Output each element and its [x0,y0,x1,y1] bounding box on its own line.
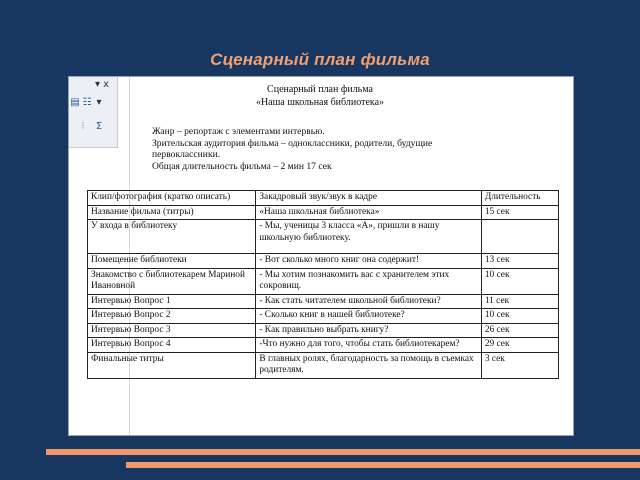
document-screenshot [68,76,574,436]
duration-cell: 10 сек [481,309,558,324]
duration-cell: 15 сек [481,205,558,220]
table-header-row [88,191,559,206]
panel-close-icon[interactable]: ▾ x [94,79,110,90]
table-row [88,268,559,294]
duration-cell: 26 сек [481,323,558,338]
sound-cell: В главных ролях, благодарность за помощь в съемках родителям. [256,352,481,378]
duration-cell: 3 сек [481,352,558,378]
clip-cell: Знакомство с библиотекарем Мариной Ивановной [88,268,256,294]
accent-bar-upper [46,449,640,455]
column-header-clip: Клип/фотография (кратко описать) [88,191,256,206]
list-icon[interactable]: ☷ [82,97,92,108]
sigma-icon[interactable]: Σ [95,121,103,132]
duration-cell: 13 сек [481,254,558,269]
duration-cell: 10 сек [481,268,558,294]
column-header-duration: Длительность [481,191,558,206]
document-heading-line1: Сценарный план фильма [267,84,373,95]
document-heading-line2: «Наша школьная библиотека» [255,97,385,108]
audience-text: Зрительская аудитория фильма – одноклассники, родители, будущие первоклассники. [152,137,433,161]
dropdown-icon[interactable]: ▾ [96,97,102,108]
table-row [88,220,559,254]
genre-text: Жанр – репортаж с элементами интервью. [152,126,325,137]
toolbar-panel [69,77,118,148]
clip-cell: Интервью Вопрос 3 [88,323,256,338]
bracket-icon[interactable]: ⁝ [81,121,85,132]
sound-cell: -Что нужно для того, чтобы стать библиотекарем? [256,338,481,353]
duration-cell: 11 сек [481,294,558,309]
column-header-sound: Закадровый звук/звук в кадре [256,191,481,206]
table-row [88,294,559,309]
accent-bar-lower [126,462,640,468]
clip-cell: Интервью Вопрос 1 [88,294,256,309]
table-row [88,309,559,324]
clip-cell: Интервью Вопрос 2 [88,309,256,324]
clip-cell: У входа в библиотеку [88,220,256,254]
clip-cell: Интервью Вопрос 4 [88,338,256,353]
sound-cell: - Мы хотим познакомить вас с хранителем этих сокровищ. [256,268,481,294]
duration-cell [481,220,558,254]
scenario-table [87,190,559,379]
table-row [88,254,559,269]
table-row [88,323,559,338]
document-heading [130,83,510,109]
clip-cell: Помещение библиотеки [88,254,256,269]
slide-title: Сценарный план фильма [210,50,430,69]
sound-cell: - Вот сколько много книг она содержит! [256,254,481,269]
sound-cell: - Мы, ученицы 3 класса «А», пришли в нашу школьную библиотеку. [256,220,481,254]
sound-cell: «Наша школьная библиотека» [256,205,481,220]
document-info [152,126,502,172]
duration-cell: 29 сек [481,338,558,353]
clip-cell: Финальные титры [88,352,256,378]
table-row [88,205,559,220]
sound-cell: - Как стать читателем школьной библиотеки? [256,294,481,309]
format-icon[interactable]: ▤ [70,97,80,108]
sound-cell: - Как правильно выбрать книгу? [256,323,481,338]
table-row [88,338,559,353]
clip-cell: Название фильма (титры) [88,205,256,220]
sound-cell: - Сколько книг в нашей библиотеке? [256,309,481,324]
table-row [88,352,559,378]
duration-text: Общая длительность фильма – 2 мин 17 сек [152,160,332,172]
